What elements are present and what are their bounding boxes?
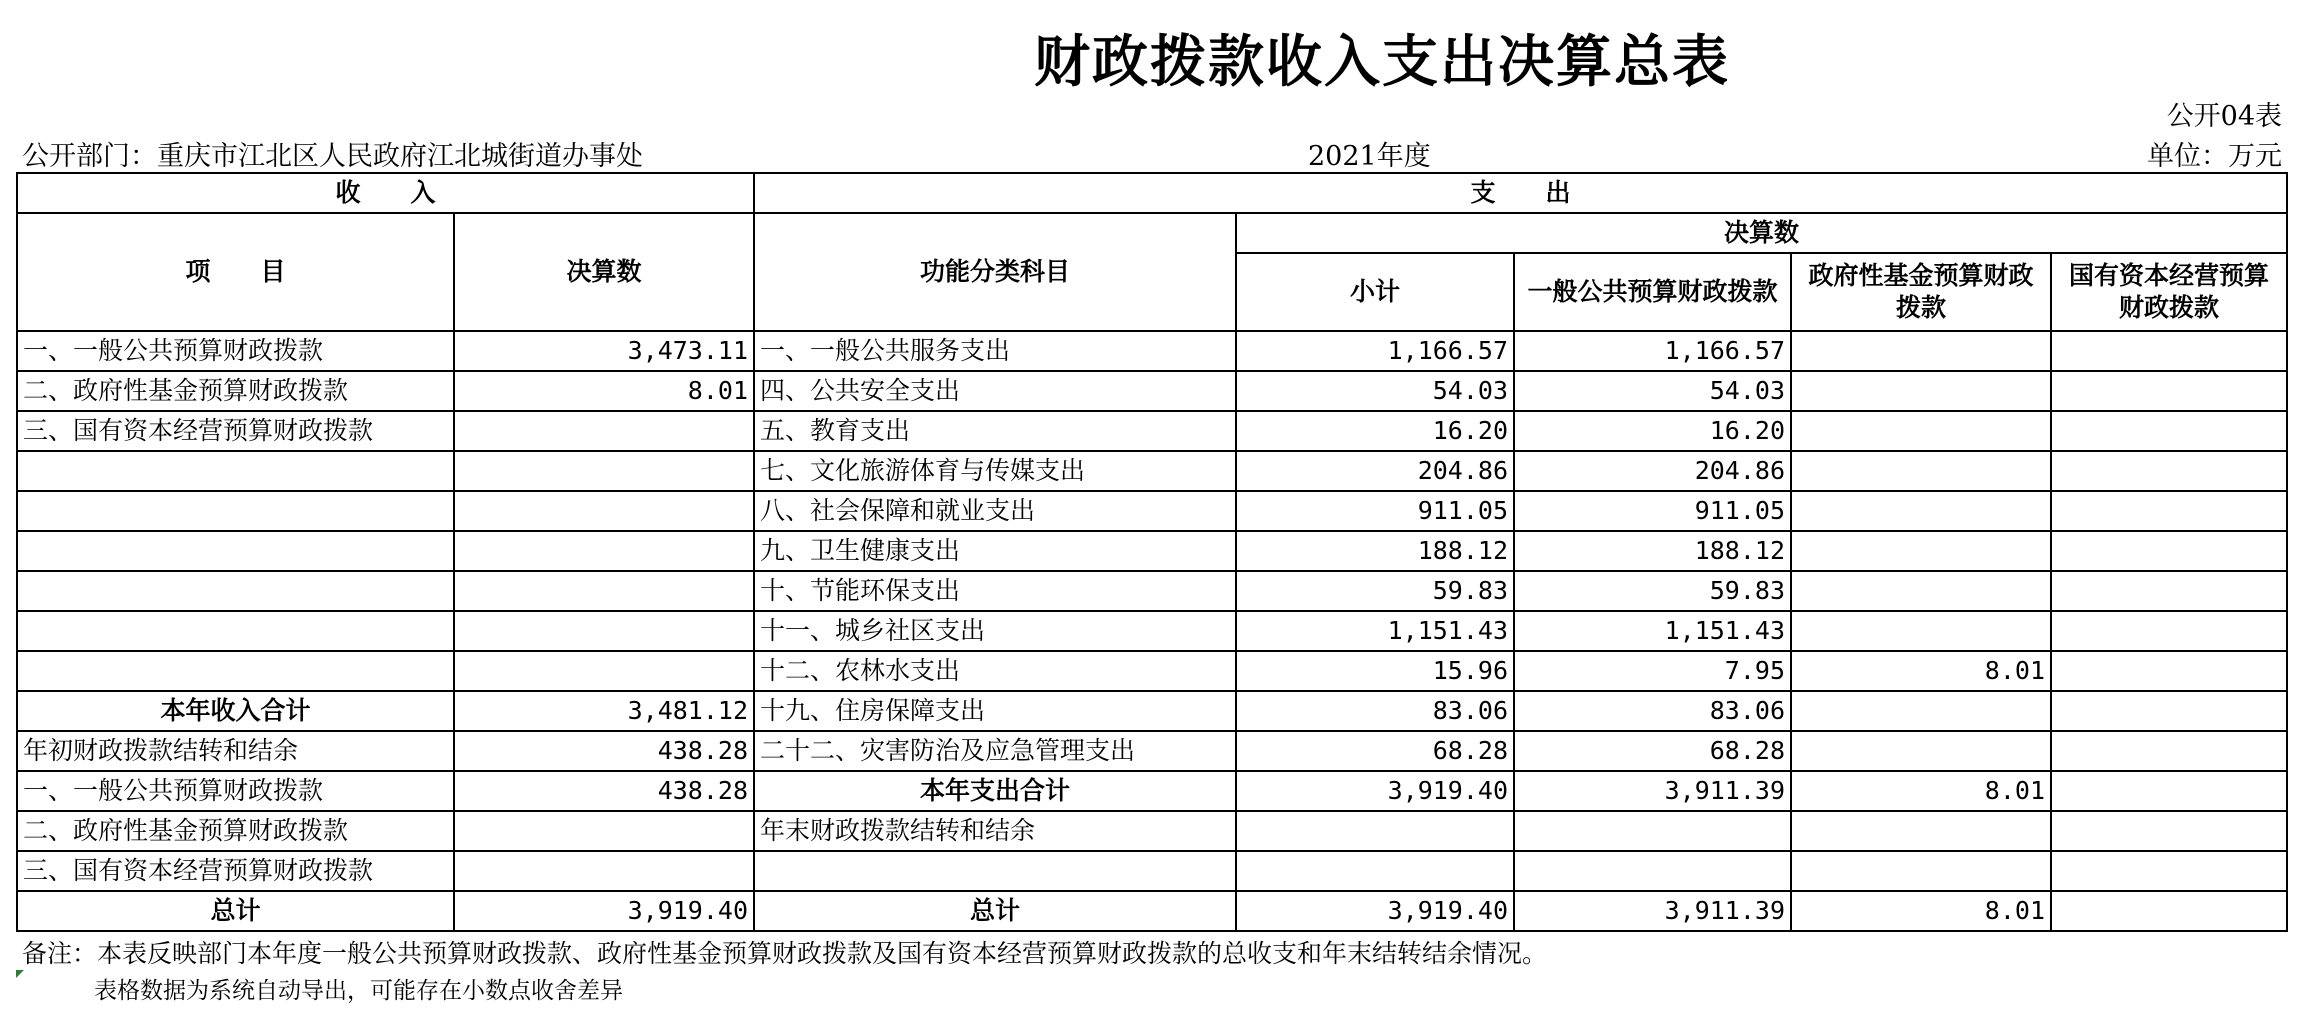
table-row	[17, 891, 2287, 931]
subtotal-cell: 59.83	[1236, 571, 1514, 611]
general-budget-cell	[1514, 851, 1791, 891]
income-amount-cell: 3,919.40	[454, 891, 754, 931]
table-row	[17, 571, 2287, 611]
subtotal-cell: 68.28	[1236, 731, 1514, 771]
income-item-cell: 本年收入合计	[17, 691, 454, 731]
gov-fund-cell	[1791, 331, 2051, 371]
unit-label: 单位：万元	[2147, 141, 2282, 172]
general-budget-cell: 911.05	[1514, 491, 1791, 531]
state-capital-cell	[2051, 571, 2287, 611]
expenditure-item-cell: 十、节能环保支出	[754, 571, 1236, 611]
general-budget-cell: 188.12	[1514, 531, 1791, 571]
form-number: 公开04表	[2166, 101, 2282, 132]
income-item-cell	[17, 451, 454, 491]
subtotal-cell: 16.20	[1236, 411, 1514, 451]
general-budget-cell: 54.03	[1514, 371, 1791, 411]
general-budget-header: 一般公共预算财政拨款	[1514, 253, 1791, 331]
gov-fund-cell	[1791, 451, 2051, 491]
income-item-cell: 二、政府性基金预算财政拨款	[17, 371, 454, 411]
subtotal-cell: 83.06	[1236, 691, 1514, 731]
general-budget-cell: 1,151.43	[1514, 611, 1791, 651]
expenditure-item-cell: 二十二、灾害防治及应急管理支出	[754, 731, 1236, 771]
general-budget-cell: 1,166.57	[1514, 331, 1791, 371]
gov-fund-cell	[1791, 571, 2051, 611]
state-capital-cell	[2051, 771, 2287, 811]
expenditure-item-cell: 一、一般公共服务支出	[754, 331, 1236, 371]
general-budget-cell	[1514, 811, 1791, 851]
subtotal-cell: 3,919.40	[1236, 891, 1514, 931]
income-item-cell: 一、一般公共预算财政拨款	[17, 771, 454, 811]
general-budget-cell: 7.95	[1514, 651, 1791, 691]
expenditure-item-cell: 十一、城乡社区支出	[754, 611, 1236, 651]
table-row	[17, 531, 2287, 571]
state-capital-cell	[2051, 411, 2287, 451]
gov-fund-cell	[1791, 531, 2051, 571]
subtotal-header: 小计	[1236, 253, 1514, 331]
subtotal-cell: 15.96	[1236, 651, 1514, 691]
general-budget-cell: 16.20	[1514, 411, 1791, 451]
income-item-cell	[17, 491, 454, 531]
budget-table	[16, 172, 2288, 932]
gov-fund-cell: 8.01	[1791, 891, 2051, 931]
gov-fund-cell	[1791, 851, 2051, 891]
expenditure-item-cell: 总计	[754, 891, 1236, 931]
general-budget-cell: 204.86	[1514, 451, 1791, 491]
table-row	[17, 331, 2287, 371]
state-capital-cell	[2051, 611, 2287, 651]
income-item-cell	[17, 571, 454, 611]
income-item-cell: 三、国有资本经营预算财政拨款	[17, 851, 454, 891]
income-amount-cell	[454, 611, 754, 651]
income-item-cell	[17, 611, 454, 651]
state-capital-cell	[2051, 731, 2287, 771]
gov-fund-cell	[1791, 491, 2051, 531]
table-row	[17, 371, 2287, 411]
table-row	[17, 811, 2287, 851]
expenditure-item-cell: 九、卫生健康支出	[754, 531, 1236, 571]
expenditure-item-cell: 十九、住房保障支出	[754, 691, 1236, 731]
gov-fund-cell	[1791, 371, 2051, 411]
state-capital-cell	[2051, 451, 2287, 491]
gov-fund-cell	[1791, 811, 2051, 851]
income-amount-cell	[454, 571, 754, 611]
income-amount-cell	[454, 531, 754, 571]
table-row	[17, 771, 2287, 811]
footnote: 备注：本表反映部门本年度一般公共预算财政拨款、政府性基金预算财政拨款及国有资本经营预算财政拨款的总收支和年末结转结余情况。	[22, 939, 1548, 968]
income-amount-cell	[454, 811, 754, 851]
subtotal-cell: 1,151.43	[1236, 611, 1514, 651]
income-amount-cell	[454, 851, 754, 891]
gov-fund-header: 政府性基金预算财政拨款	[1791, 253, 2051, 331]
gov-fund-cell	[1791, 611, 2051, 651]
expenditure-item-cell: 十二、农林水支出	[754, 651, 1236, 691]
expenditure-item-cell	[754, 851, 1236, 891]
subtotal-cell: 188.12	[1236, 531, 1514, 571]
expenditure-item-cell: 四、公共安全支出	[754, 371, 1236, 411]
general-budget-cell: 59.83	[1514, 571, 1791, 611]
expenditure-item-cell: 五、教育支出	[754, 411, 1236, 451]
expenditure-item-cell: 七、文化旅游体育与传媒支出	[754, 451, 1236, 491]
income-amount-cell: 3,481.12	[454, 691, 754, 731]
income-amount-cell: 8.01	[454, 371, 754, 411]
subtotal-cell	[1236, 851, 1514, 891]
income-item-cell: 一、一般公共预算财政拨款	[17, 331, 454, 371]
gov-fund-cell	[1791, 411, 2051, 451]
subtotal-cell: 911.05	[1236, 491, 1514, 531]
table-row	[17, 731, 2287, 771]
subtotal-cell: 1,166.57	[1236, 331, 1514, 371]
income-amount-cell	[454, 451, 754, 491]
income-amount-cell	[454, 651, 754, 691]
state-capital-cell	[2051, 531, 2287, 571]
general-budget-cell: 3,911.39	[1514, 891, 1791, 931]
expenditure-item-cell: 八、社会保障和就业支出	[754, 491, 1236, 531]
footnote-rounding: 表格数据为系统自动导出，可能存在小数点收舍差异	[94, 978, 623, 1004]
state-capital-header: 国有资本经营预算财政拨款	[2051, 253, 2287, 331]
subtotal-cell: 204.86	[1236, 451, 1514, 491]
expenditure-header: 支 出	[754, 173, 2287, 213]
final-amount-header: 决算数	[1236, 213, 2287, 253]
income-item-cell: 总计	[17, 891, 454, 931]
gov-fund-cell: 8.01	[1791, 771, 2051, 811]
state-capital-cell	[2051, 491, 2287, 531]
table-row	[17, 611, 2287, 651]
report-title: 财政拨款收入支出决算总表	[1034, 30, 1730, 95]
income-header: 收 入	[17, 173, 754, 213]
gov-fund-cell	[1791, 691, 2051, 731]
subtotal-cell: 54.03	[1236, 371, 1514, 411]
table-row	[17, 651, 2287, 691]
income-amount-cell	[454, 411, 754, 451]
income-amount-cell: 438.28	[454, 771, 754, 811]
state-capital-cell	[2051, 851, 2287, 891]
item-header: 项 目	[17, 213, 454, 331]
state-capital-cell	[2051, 691, 2287, 731]
table-row	[17, 491, 2287, 531]
income-amount-cell: 438.28	[454, 731, 754, 771]
gov-fund-cell: 8.01	[1791, 651, 2051, 691]
income-item-cell	[17, 531, 454, 571]
general-budget-cell: 83.06	[1514, 691, 1791, 731]
state-capital-cell	[2051, 811, 2287, 851]
gov-fund-cell	[1791, 731, 2051, 771]
department-label: 公开部门：重庆市江北区人民政府江北城街道办事处	[22, 141, 643, 172]
func-category-header: 功能分类科目	[754, 213, 1236, 331]
general-budget-cell: 68.28	[1514, 731, 1791, 771]
amount-header: 决算数	[454, 213, 754, 331]
table-row	[17, 411, 2287, 451]
subtotal-cell: 3,919.40	[1236, 771, 1514, 811]
income-item-cell: 二、政府性基金预算财政拨款	[17, 811, 454, 851]
state-capital-cell	[2051, 331, 2287, 371]
state-capital-cell	[2051, 651, 2287, 691]
state-capital-cell	[2051, 371, 2287, 411]
subtotal-cell	[1236, 811, 1514, 851]
income-amount-cell	[454, 491, 754, 531]
table-row	[17, 851, 2287, 891]
fiscal-year: 2021年度	[1308, 141, 1431, 172]
income-item-cell: 三、国有资本经营预算财政拨款	[17, 411, 454, 451]
cell-marker-icon	[16, 970, 24, 978]
table-row	[17, 691, 2287, 731]
state-capital-cell	[2051, 891, 2287, 931]
expenditure-item-cell: 本年支出合计	[754, 771, 1236, 811]
income-amount-cell: 3,473.11	[454, 331, 754, 371]
general-budget-cell: 3,911.39	[1514, 771, 1791, 811]
income-item-cell	[17, 651, 454, 691]
income-item-cell: 年初财政拨款结转和结余	[17, 731, 454, 771]
expenditure-item-cell: 年末财政拨款结转和结余	[754, 811, 1236, 851]
table-row	[17, 451, 2287, 491]
